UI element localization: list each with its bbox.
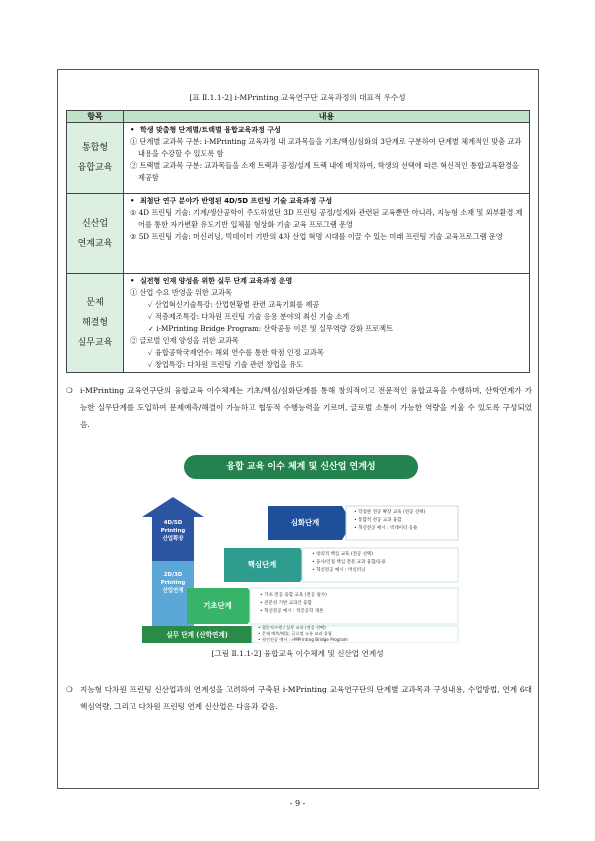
step-label-core: 핵심단계	[247, 560, 277, 569]
row-content: • 실전형 인재 양성을 위한 실무 단계 교육과정 운영 ① 산업 수요 반영을 위한 교과목 ✓ 산업혁신기술특강: 산업현황별 관련 교육기회를 제공 ✓ 적층제조특강: 다차원 프린팅 기술 응용 분야의 최신 기술 소개 ✓ i-MPrinting Bridge Program: 산학공동 이론 및 실무역량 강화 프로젝트 ② 글로벌 인재 양성을 위한 교과목 ✓ 융합공학국제연수: 해외 연수를 통한 학점 인정 교과목 ✓ 창업특강: 다차원 프린팅 기술 관련 창업을 유도	[124, 274, 530, 373]
table-row	[67, 274, 530, 373]
row-content: • 최첨단 연구 분야가 반영된 4D/5D 프린팅 기술 교육과정 구성 ① 4D 프린팅 기술: 기계/생산공학이 주도하였던 3D 프린팅 공정/설계와 관련된 교육뿐만 아니라, 지능형 소재 및 외부환경 제어를 통한 자가변환 유도기반 입체물 형상화 기술 교육 프로그램 운영 ② 5D 프린팅 기술: 머신러닝, 빅데이터 기반의 4차 산업 혁명 시대를 이끌 수 있는 미래 프린팅 기술 교육프로그램 운영	[124, 194, 530, 274]
table-row	[67, 123, 530, 194]
arrow-bottom-label: 2D/3D Printing 산업연계	[160, 572, 186, 594]
step-bullets-core: • 창의적 핵심 교육 (전공 선택) • 융사/인접 핵심 전문 교과 융합/응용 • 혁신전공 예시 : 머신러닝	[312, 551, 386, 575]
step-label-practical: 실무 단계 (산학연계)	[166, 631, 228, 639]
step-label-advanced: 심화단계	[290, 518, 320, 527]
step-label-basic: 기초단계	[203, 601, 232, 610]
row-content: • 학생 맞춤형 단계별/트랙별 융합교육과정 구성 ① 단계별 교과목 구분: i-MPrinting 교육과정 내 교과목들을 기초/핵심/심화의 3단계로 구분하여 단계별 체계적인 맞춤 교과내용을 수강할 수 있도록 함 ② 트랙별 교과목 구분: 교과목들을 소재 트랙과 공정/설계 트랙 내에 배치하여, 학생의 선택에 따른 혁신적인 통합교육환경을 제공함	[124, 123, 530, 194]
table-caption: [표 Ⅱ.1.1-2] i-MPrinting 교육연구단 교육과정의 대표적 우수성	[189, 93, 406, 102]
excellence-table	[66, 110, 530, 373]
row-category: 신산업 연계교육	[67, 194, 124, 274]
row-category: 통합형 융합교육	[67, 123, 124, 194]
step-bullets-basic: • 기초 전공 융합 교육 (전공 필수) • 전문성 기반 교과간 융합 • 혁신전공 예시 : 적층공학 개론	[260, 592, 327, 616]
step-bullets-practical: • 협동적수행 / 실무 교육 (전공 선택) • 문제 예측/해결, 글로벌 소통 교과 융합 • 혁신전공 예시 : i-MPrinting Bridge Program	[258, 625, 348, 643]
row-category: 문제 해결형 실무교육	[67, 274, 124, 373]
header-category: 항목	[67, 111, 124, 123]
table-header-row	[67, 111, 530, 123]
table-row	[67, 194, 530, 274]
paragraph-1: ❍ i-MPrinting 교육연구단의 융합교육 이수체계는 기초/핵심/심화단계를 통해 창의적이고 전문적인 융합교육을 수행하며, 산학연계가 가능한 실무단계를 도입하여 문제예측/해결이 가능하고 협동적 수행능력을 기르며, 글로벌 소통이 가능한 역량을 키울 수 있도록 구성되었음.	[66, 382, 532, 433]
page-number: - 9 -	[289, 799, 306, 808]
header-content: 내용	[124, 111, 530, 123]
bullet-icon: ❍	[66, 386, 73, 395]
diagram-title: 융합 교육 이수 체계 및 신산업 연계성	[184, 455, 418, 479]
paragraph-2: ❍ 지능형 다차원 프린팅 신산업과의 연계성을 고려하여 구축된 i-MPrinting 교육연구단의 단계별 교과목과 구성내용, 수업방법, 연계 6대 핵심역량, 그리고 다차원 프린팅 연계 신산업은 다음과 같음.	[66, 681, 532, 715]
figure-caption: [그림 Ⅱ.1.1-2] 융합교육 이수체계 및 신산업 연계성	[211, 649, 384, 658]
step-bullets-advanced: • 학점관 전공 확장 교육 (전공 선택) • 통합적 전공 교과 융합 • 혁신전공 예시 : 빅데이터 응용	[354, 509, 425, 533]
curriculum-diagram	[140, 453, 460, 643]
bullet-icon: ❍	[66, 685, 73, 694]
arrow-top-label: 4D/5D Printing 산업확장	[160, 520, 186, 542]
